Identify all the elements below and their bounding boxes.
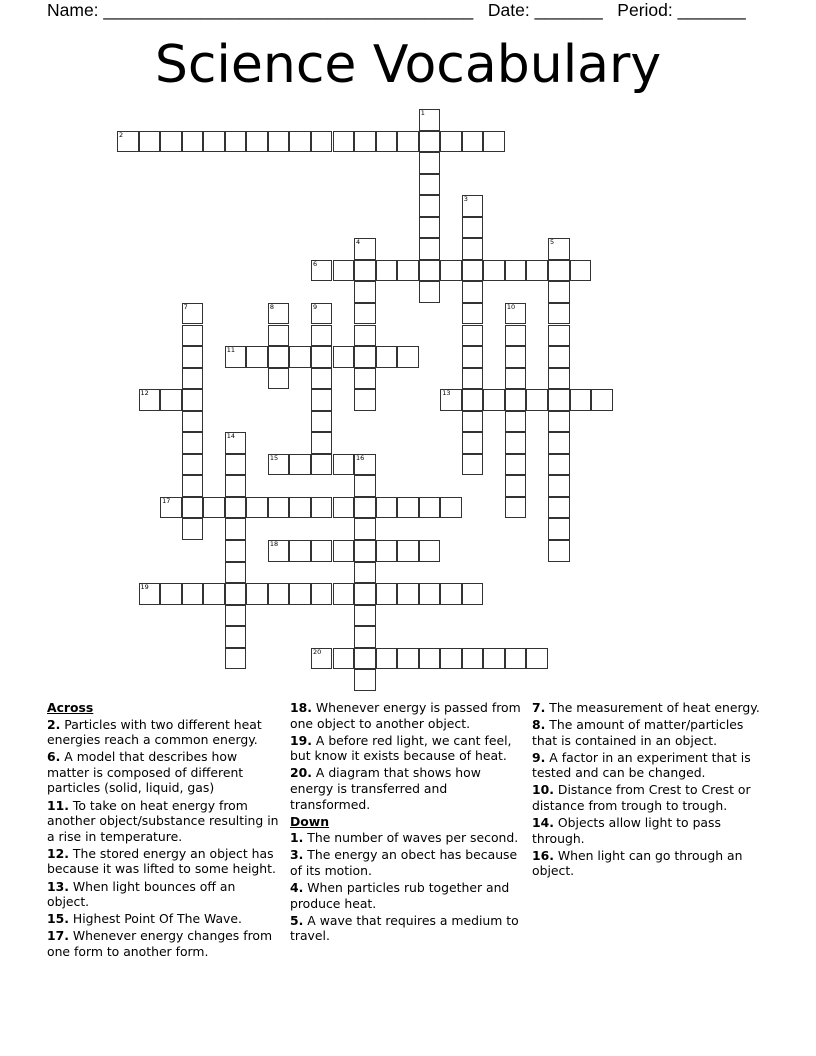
clue-across-18 bbox=[290, 700, 522, 731]
crossword-cell[interactable] bbox=[462, 325, 484, 347]
clue-text: The amount of matter/particles that is contained in an object. bbox=[532, 717, 744, 748]
name-field[interactable]: ______________________________________ bbox=[103, 0, 474, 20]
crossword-cell[interactable] bbox=[505, 432, 527, 454]
down-heading: Down bbox=[290, 813, 330, 829]
crossword-cell[interactable] bbox=[333, 260, 355, 282]
crossword-cell[interactable] bbox=[311, 325, 333, 347]
clue-text: Particles with two different heat energies reach a common energy. bbox=[47, 716, 262, 748]
crossword-cell[interactable] bbox=[419, 238, 441, 260]
cell-number: 9 bbox=[312, 302, 318, 311]
crossword-cell[interactable] bbox=[160, 583, 182, 605]
clue-number: 14. bbox=[532, 815, 554, 831]
crossword-cell[interactable] bbox=[268, 346, 290, 368]
crossword-cell[interactable] bbox=[225, 648, 247, 670]
crossword-cell[interactable] bbox=[505, 325, 527, 347]
crossword-cell[interactable] bbox=[311, 346, 333, 368]
crossword-cell[interactable] bbox=[483, 389, 505, 411]
crossword-cell[interactable] bbox=[246, 497, 268, 519]
cell-number: 15 bbox=[269, 453, 279, 462]
crossword-cell[interactable] bbox=[333, 540, 355, 562]
clue-text: The stored energy an object has because it was lifted to some height. bbox=[47, 845, 276, 877]
clue-number: 6. bbox=[47, 749, 61, 765]
crossword-cell[interactable] bbox=[311, 454, 333, 476]
crossword-cell[interactable] bbox=[505, 411, 527, 433]
cell-number: 14 bbox=[226, 432, 236, 441]
crossword-cell[interactable] bbox=[548, 432, 570, 454]
crossword-cell[interactable] bbox=[397, 540, 419, 562]
clue-across-19 bbox=[290, 733, 522, 764]
crossword-cell[interactable] bbox=[333, 454, 355, 476]
crossword-cell[interactable] bbox=[182, 497, 204, 519]
crossword-cell[interactable] bbox=[182, 325, 204, 347]
crossword-cell[interactable] bbox=[462, 648, 484, 670]
clue-number: 4. bbox=[290, 880, 304, 896]
clue-text: The number of waves per second. bbox=[307, 830, 519, 846]
clue-across-11 bbox=[47, 798, 279, 845]
crossword-cell[interactable] bbox=[462, 131, 484, 153]
crossword-cell[interactable] bbox=[376, 648, 398, 670]
crossword-cell[interactable] bbox=[182, 432, 204, 454]
cell-number: 18 bbox=[269, 540, 279, 548]
crossword-cell[interactable] bbox=[354, 325, 376, 347]
crossword-cell[interactable] bbox=[182, 346, 204, 368]
cell-number: 5 bbox=[550, 238, 555, 247]
crossword-cell[interactable] bbox=[505, 648, 527, 670]
crossword-cell[interactable] bbox=[548, 497, 570, 519]
clue-across-2 bbox=[47, 717, 279, 748]
crossword-cell[interactable] bbox=[182, 131, 204, 153]
crossword-cell[interactable] bbox=[419, 152, 441, 174]
crossword-cell[interactable] bbox=[397, 648, 419, 670]
crossword-cell[interactable] bbox=[397, 131, 419, 153]
cell-number: 20 bbox=[312, 647, 322, 656]
date-field[interactable]: _______ bbox=[534, 0, 603, 20]
crossword-cell[interactable] bbox=[354, 626, 376, 648]
crossword-cell[interactable] bbox=[548, 281, 570, 303]
crossword-cell[interactable] bbox=[548, 411, 570, 433]
crossword-cell[interactable] bbox=[354, 368, 376, 390]
crossword-cell[interactable] bbox=[505, 303, 527, 325]
crossword-cell[interactable] bbox=[311, 368, 333, 390]
clue-across-17 bbox=[47, 928, 279, 959]
crossword-cell[interactable] bbox=[311, 389, 333, 411]
crossword-cell[interactable] bbox=[548, 389, 570, 411]
clue-down-9 bbox=[532, 750, 764, 781]
clue-text: Distance from Crest to Crest or distance from trough to trough. bbox=[532, 782, 751, 814]
crossword-cell[interactable] bbox=[526, 389, 548, 411]
crossword-cell[interactable] bbox=[354, 518, 376, 540]
crossword-cell[interactable] bbox=[548, 238, 570, 260]
crossword-cell[interactable] bbox=[268, 325, 290, 347]
crossword-cell[interactable] bbox=[548, 260, 570, 282]
crossword-cell[interactable] bbox=[419, 109, 441, 131]
clue-number: 19. bbox=[290, 732, 312, 748]
clue-text: The energy an obect has because of its motion. bbox=[290, 847, 518, 878]
clue-across-6 bbox=[47, 749, 279, 796]
cell-number: 17 bbox=[162, 496, 171, 505]
crossword-cell[interactable] bbox=[203, 131, 225, 153]
crossword-cell[interactable] bbox=[440, 583, 462, 605]
crossword-cell[interactable] bbox=[354, 475, 376, 497]
clue-down-10 bbox=[532, 782, 764, 813]
crossword-cell[interactable] bbox=[462, 432, 484, 454]
clue-number: 13. bbox=[47, 878, 69, 894]
crossword-cell[interactable] bbox=[182, 583, 204, 605]
crossword-cell[interactable] bbox=[311, 648, 333, 670]
crossword-cell[interactable] bbox=[505, 475, 527, 497]
crossword-cell[interactable] bbox=[182, 411, 204, 433]
cell-number: 12 bbox=[140, 389, 149, 398]
crossword-cell[interactable] bbox=[225, 454, 247, 476]
crossword-cell[interactable] bbox=[225, 497, 247, 519]
crossword-cell[interactable] bbox=[246, 583, 268, 605]
crossword-cell[interactable] bbox=[182, 454, 204, 476]
crossword-cell[interactable] bbox=[225, 540, 247, 562]
clue-number: 12. bbox=[47, 845, 69, 861]
name-label: Name: bbox=[47, 0, 99, 20]
crossword-cell[interactable] bbox=[354, 648, 376, 670]
crossword-cell[interactable] bbox=[203, 497, 225, 519]
crossword-cell[interactable] bbox=[526, 260, 548, 282]
period-field[interactable]: _______ bbox=[677, 0, 746, 20]
crossword-cell[interactable] bbox=[419, 131, 441, 153]
crossword-cell[interactable] bbox=[354, 281, 376, 303]
clue-down-8 bbox=[532, 717, 764, 748]
crossword-cell[interactable] bbox=[483, 131, 505, 153]
crossword-cell[interactable] bbox=[333, 497, 355, 519]
crossword-cell[interactable] bbox=[505, 389, 527, 411]
clue-down-7 bbox=[532, 700, 764, 716]
clue-number: 20. bbox=[290, 765, 312, 781]
clue-text: When light can go through an object. bbox=[532, 847, 743, 879]
crossword-cell[interactable] bbox=[289, 497, 311, 519]
clue-text: A wave that requires a medium to travel. bbox=[290, 912, 519, 944]
crossword-cell[interactable] bbox=[397, 346, 419, 368]
crossword-cell[interactable] bbox=[505, 368, 527, 390]
crossword-cell[interactable] bbox=[354, 389, 376, 411]
clue-number: 10. bbox=[532, 782, 554, 798]
crossword-cell[interactable] bbox=[311, 583, 333, 605]
crossword-cell[interactable] bbox=[483, 648, 505, 670]
clue-number: 16. bbox=[532, 847, 554, 863]
crossword-cell[interactable] bbox=[139, 389, 161, 411]
crossword-cell[interactable] bbox=[225, 432, 247, 454]
crossword-cell[interactable] bbox=[289, 131, 311, 153]
crossword-cell[interactable] bbox=[311, 540, 333, 562]
crossword-cell[interactable] bbox=[548, 303, 570, 325]
cell-number: 4 bbox=[356, 238, 361, 247]
cell-number: 2 bbox=[119, 130, 124, 139]
crossword-cell[interactable] bbox=[419, 260, 441, 282]
clue-down-4 bbox=[290, 880, 522, 911]
crossword-cell[interactable] bbox=[225, 475, 247, 497]
crossword-cell[interactable] bbox=[548, 368, 570, 390]
crossword-cell[interactable] bbox=[440, 260, 462, 282]
crossword-cell[interactable] bbox=[268, 497, 290, 519]
crossword-cell[interactable] bbox=[397, 497, 419, 519]
crossword-cell[interactable] bbox=[354, 454, 376, 476]
crossword-cell[interactable] bbox=[419, 648, 441, 670]
clue-number: 7. bbox=[532, 700, 546, 715]
crossword-cell[interactable] bbox=[505, 454, 527, 476]
across-clues-part-2 bbox=[290, 700, 522, 812]
clue-down-14 bbox=[532, 815, 764, 846]
crossword-cell[interactable] bbox=[419, 583, 441, 605]
crossword-cell[interactable] bbox=[376, 583, 398, 605]
cell-number: 19 bbox=[140, 583, 149, 592]
crossword-cell[interactable] bbox=[440, 389, 462, 411]
crossword-cell[interactable] bbox=[182, 368, 204, 390]
crossword-cell[interactable] bbox=[139, 131, 161, 153]
clue-number: 17. bbox=[47, 928, 69, 944]
crossword-cell[interactable] bbox=[354, 540, 376, 562]
clue-text: Highest Point Of The Wave. bbox=[72, 911, 242, 927]
crossword-cell[interactable] bbox=[225, 626, 247, 648]
clue-text: A factor in an experiment that is tested and can be changed. bbox=[532, 749, 751, 781]
crossword-cell[interactable] bbox=[139, 583, 161, 605]
clue-text: Whenever energy changes from one form to another form. bbox=[47, 928, 273, 959]
clues-column-1 bbox=[47, 700, 279, 961]
crossword-cell[interactable] bbox=[182, 475, 204, 497]
crossword-cell[interactable] bbox=[246, 346, 268, 368]
crossword-cell[interactable] bbox=[354, 605, 376, 627]
crossword-cell[interactable] bbox=[117, 131, 139, 153]
crossword-cell[interactable] bbox=[419, 174, 441, 196]
crossword-cell[interactable] bbox=[225, 131, 247, 153]
crossword-cell[interactable] bbox=[462, 260, 484, 282]
crossword-cell[interactable] bbox=[505, 497, 527, 519]
crossword-cell[interactable] bbox=[462, 583, 484, 605]
crossword-cell[interactable] bbox=[397, 583, 419, 605]
down-clues-part-1 bbox=[290, 830, 522, 944]
clue-text: When light bounces off an object. bbox=[47, 878, 236, 910]
across-heading: Across bbox=[47, 700, 94, 715]
crossword-cell[interactable] bbox=[548, 346, 570, 368]
crossword-cell[interactable] bbox=[462, 303, 484, 325]
crossword-cell[interactable] bbox=[311, 497, 333, 519]
clue-across-13 bbox=[47, 879, 279, 910]
clue-text: A model that describes how matter is composed of different particles (solid, liquid, gas) bbox=[47, 749, 244, 796]
crossword-cell[interactable] bbox=[203, 583, 225, 605]
crossword-cell[interactable] bbox=[311, 260, 333, 282]
crossword-cell[interactable] bbox=[160, 389, 182, 411]
crossword-cell[interactable] bbox=[419, 540, 441, 562]
crossword-cell[interactable] bbox=[462, 281, 484, 303]
crossword-cell[interactable] bbox=[397, 260, 419, 282]
clue-text: The measurement of heat energy. bbox=[549, 700, 760, 715]
crossword-cell[interactable] bbox=[268, 540, 290, 562]
crossword-cell[interactable] bbox=[289, 346, 311, 368]
clue-down-3 bbox=[290, 847, 522, 878]
crossword-cell[interactable] bbox=[440, 648, 462, 670]
crossword-cell[interactable] bbox=[376, 260, 398, 282]
crossword-cell[interactable] bbox=[268, 583, 290, 605]
crossword-cell[interactable] bbox=[354, 260, 376, 282]
clues-column-2 bbox=[290, 700, 522, 945]
crossword-cell[interactable] bbox=[225, 583, 247, 605]
cell-number: 10 bbox=[506, 302, 516, 311]
crossword-cell[interactable] bbox=[462, 411, 484, 433]
cell-number: 3 bbox=[463, 195, 468, 204]
crossword-cell[interactable] bbox=[354, 583, 376, 605]
cell-number: 13 bbox=[442, 389, 451, 398]
crossword-cell[interactable] bbox=[462, 454, 484, 476]
crossword-cell[interactable] bbox=[462, 368, 484, 390]
crossword-cell[interactable] bbox=[376, 540, 398, 562]
period-label: Period: bbox=[617, 0, 673, 20]
crossword-cell[interactable] bbox=[268, 454, 290, 476]
crossword-cell[interactable] bbox=[462, 389, 484, 411]
crossword-cell[interactable] bbox=[548, 454, 570, 476]
clue-across-12 bbox=[47, 846, 279, 877]
crossword-cell[interactable] bbox=[289, 540, 311, 562]
crossword-cell[interactable] bbox=[440, 497, 462, 519]
crossword-cell[interactable] bbox=[333, 346, 355, 368]
crossword-cell[interactable] bbox=[225, 518, 247, 540]
cell-number: 11 bbox=[226, 346, 236, 355]
clue-text: Whenever energy is passed from one object to another object. bbox=[290, 700, 521, 731]
crossword-cell[interactable] bbox=[462, 217, 484, 239]
crossword-cell[interactable] bbox=[376, 346, 398, 368]
crossword-cell[interactable] bbox=[160, 497, 182, 519]
crossword-cell[interactable] bbox=[354, 131, 376, 153]
crossword-cell[interactable] bbox=[591, 389, 613, 411]
clue-across-15 bbox=[47, 911, 279, 927]
crossword-cell[interactable] bbox=[225, 562, 247, 584]
crossword-cell[interactable] bbox=[182, 389, 204, 411]
crossword-cell[interactable] bbox=[376, 497, 398, 519]
clue-number: 9. bbox=[532, 749, 546, 765]
crossword-cell[interactable] bbox=[548, 518, 570, 540]
clue-number: 1. bbox=[290, 830, 304, 846]
crossword-cell[interactable] bbox=[246, 131, 268, 153]
cell-number: 7 bbox=[183, 302, 188, 311]
clue-number: 11. bbox=[47, 797, 69, 813]
crossword-cell[interactable] bbox=[354, 346, 376, 368]
date-label: Date: bbox=[487, 0, 530, 20]
crossword-cell[interactable] bbox=[505, 346, 527, 368]
crossword-cell[interactable] bbox=[548, 475, 570, 497]
clue-text: When particles rub together and produce heat. bbox=[290, 880, 510, 911]
clue-text: Objects allow light to pass through. bbox=[532, 815, 721, 846]
clue-text: A before red light, we cant feel, but know it exists because of heat. bbox=[290, 732, 512, 764]
crossword-cell[interactable] bbox=[311, 303, 333, 325]
crossword-cell[interactable] bbox=[289, 454, 311, 476]
crossword-cell[interactable] bbox=[225, 605, 247, 627]
crossword-cell[interactable] bbox=[354, 669, 376, 691]
crossword-cell[interactable] bbox=[182, 518, 204, 540]
clue-down-5 bbox=[290, 913, 522, 944]
clue-text: To take on heat energy from another object/substance resulting in a rise in temperature. bbox=[47, 797, 279, 844]
clue-number: 15. bbox=[47, 911, 69, 927]
clue-number: 18. bbox=[290, 700, 312, 715]
crossword-cell[interactable] bbox=[462, 346, 484, 368]
crossword-cell[interactable] bbox=[160, 131, 182, 153]
cell-number: 8 bbox=[269, 302, 274, 311]
crossword-cell[interactable] bbox=[333, 583, 355, 605]
crossword-cell[interactable] bbox=[376, 131, 398, 153]
crossword-cell[interactable] bbox=[354, 238, 376, 260]
across-clues-part-1 bbox=[47, 717, 279, 960]
crossword-cell[interactable] bbox=[333, 131, 355, 153]
crossword-cell[interactable] bbox=[419, 217, 441, 239]
clue-across-20 bbox=[290, 765, 522, 812]
crossword-cell[interactable] bbox=[333, 648, 355, 670]
crossword-cell[interactable] bbox=[354, 303, 376, 325]
clue-down-1 bbox=[290, 830, 522, 846]
clue-number: 2. bbox=[47, 716, 61, 732]
clue-down-16 bbox=[532, 848, 764, 879]
crossword-cell[interactable] bbox=[526, 648, 548, 670]
cell-number: 16 bbox=[356, 453, 365, 462]
crossword-cell[interactable] bbox=[570, 260, 592, 282]
crossword-cell[interactable] bbox=[268, 368, 290, 390]
crossword-cell[interactable] bbox=[419, 195, 441, 217]
cell-number: 1 bbox=[420, 109, 425, 117]
crossword-cell[interactable] bbox=[311, 432, 333, 454]
crossword-cell[interactable] bbox=[268, 131, 290, 153]
down-clues-part-2 bbox=[532, 700, 764, 879]
crossword-cell[interactable] bbox=[354, 562, 376, 584]
crossword-cell[interactable] bbox=[570, 389, 592, 411]
crossword-cell[interactable] bbox=[462, 195, 484, 217]
crossword-cell[interactable] bbox=[462, 238, 484, 260]
clues-column-3 bbox=[532, 700, 764, 881]
clue-text: A diagram that shows how energy is transferred and transformed. bbox=[290, 765, 481, 812]
crossword-cell[interactable] bbox=[182, 303, 204, 325]
cell-number: 6 bbox=[312, 259, 318, 268]
clue-number: 8. bbox=[532, 717, 546, 733]
crossword-cell[interactable] bbox=[311, 131, 333, 153]
crossword-cell[interactable] bbox=[225, 346, 247, 368]
crossword-cell[interactable] bbox=[419, 281, 441, 303]
crossword-cell[interactable] bbox=[289, 583, 311, 605]
page-title: Science Vocabulary bbox=[154, 35, 662, 95]
crossword-cell[interactable] bbox=[419, 497, 441, 519]
crossword-cell[interactable] bbox=[268, 303, 290, 325]
crossword-cell[interactable] bbox=[483, 260, 505, 282]
clue-number: 3. bbox=[290, 847, 304, 863]
crossword-cell[interactable] bbox=[548, 540, 570, 562]
crossword-cell[interactable] bbox=[311, 411, 333, 433]
clue-number: 5. bbox=[290, 912, 304, 928]
crossword-cell[interactable] bbox=[505, 260, 527, 282]
crossword-cell[interactable] bbox=[548, 325, 570, 347]
crossword-cell[interactable] bbox=[354, 497, 376, 519]
crossword-cell[interactable] bbox=[440, 131, 462, 153]
